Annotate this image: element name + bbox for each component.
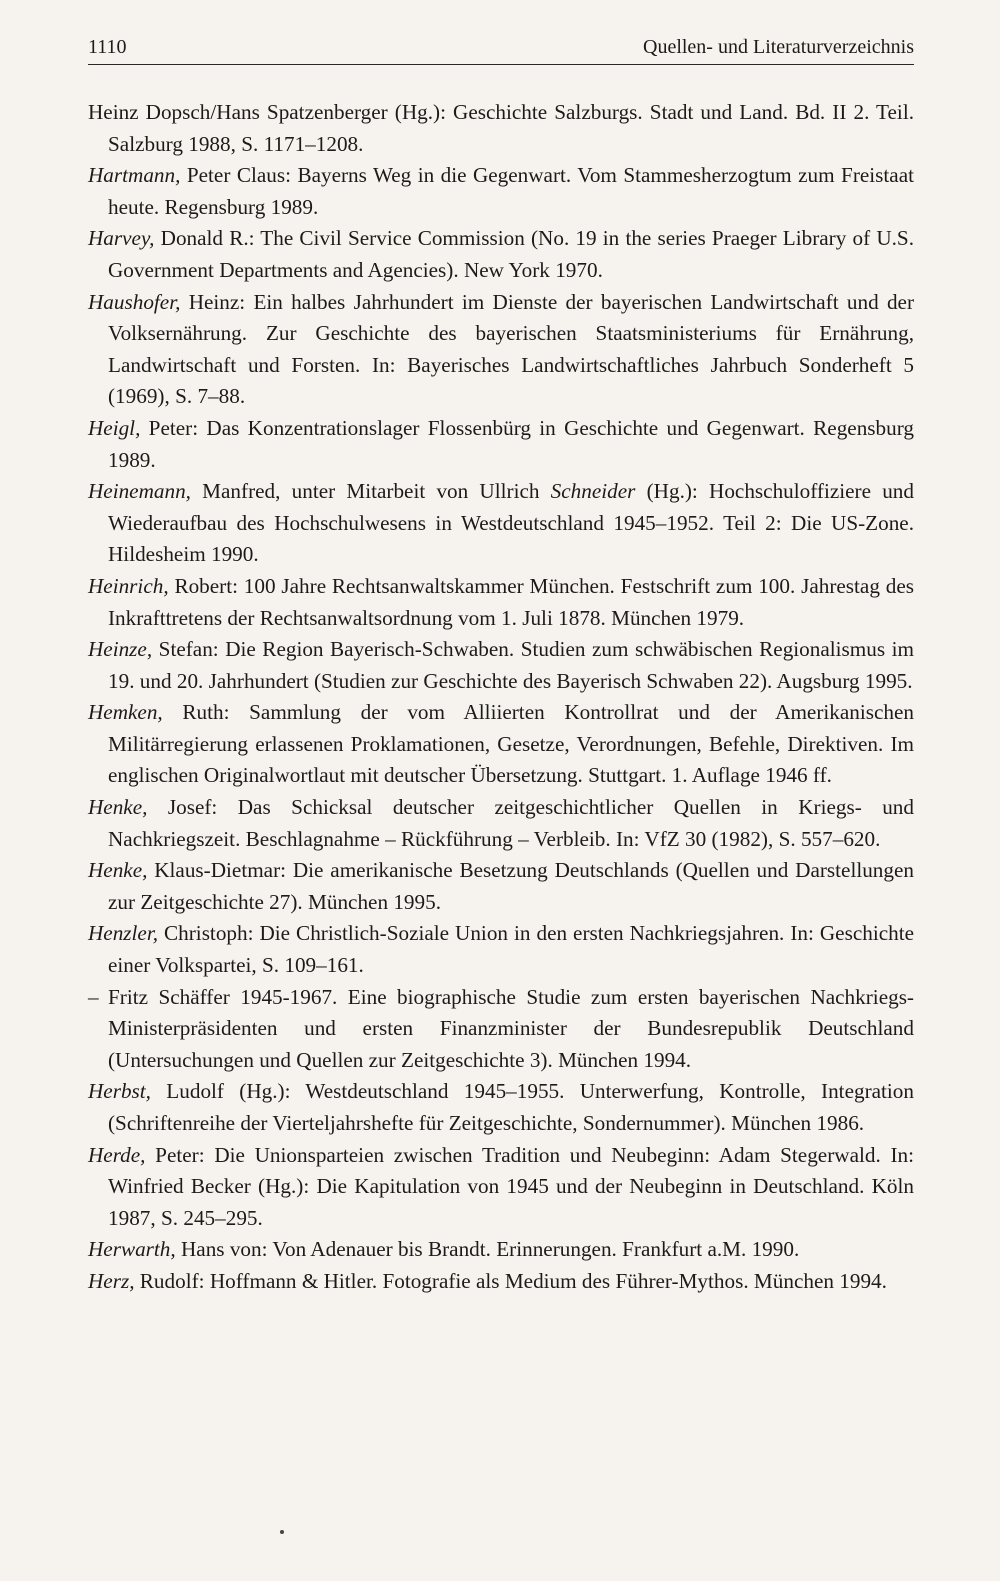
bibliography-entry: Heinemann, Manfred, unter Mitarbeit von Ullrich Schneider (Hg.): Hochschuloffiziere und Wiederaufbau des Hochschulwesens in Westdeutschland 1945–1952. Teil 2: Die US-Zone. Hildesheim 1990. <box>88 479 914 567</box>
bibliography-entry: Heinrich, Robert: 100 Jahre Rechtsanwaltskammer München. Festschrift zum 100. Jahrestag des Inkrafttretens der Rechtsanwaltsordnung vom 1. Juli 1878. München 1979. <box>88 573 914 630</box>
bibliography-list <box>88 97 914 1298</box>
bibliography-entry: Hemken, Ruth: Sammlung der vom Alliierten Kontrollrat und der Amerikanischen Militärregierung erlassenen Proklamationen, Gesetze, Verordnungen, Befehle, Direktiven. Im englischen Originalwortlaut mit deutscher Übersetzung. Stuttgart. 1. Auflage 1946 ff. <box>88 700 914 788</box>
bibliography-entry: Heinze, Stefan: Die Region Bayerisch-Schwaben. Studien zum schwäbischen Regionalismus im 19. und 20. Jahrhundert (Studien zur Geschichte des Bayerisch Schwaben 22). Augsburg 1995. <box>88 637 914 693</box>
author-name: Heinemann, <box>88 479 191 504</box>
bibliography-entry: Heigl, Peter: Das Konzentrationslager Flossenbürg in Geschichte und Gegenwart. Regensburg 1989. <box>88 415 914 472</box>
running-head: Quellen- und Literaturverzeichnis <box>643 36 914 58</box>
author-name: Haushofer, <box>88 289 181 314</box>
author-name: Herde, <box>88 1142 146 1167</box>
author-name: Hemken, <box>88 700 163 725</box>
bibliography-entry: Heinz Dopsch/Hans Spatzenberger (Hg.): Geschichte Salzburgs. Stadt und Land. Bd. II 2. Teil. Salzburg 1988, S. 1171–1208. <box>88 100 914 156</box>
bibliography-entry: Henke, Klaus-Dietmar: Die amerikanische Besetzung Deutschlands (Quellen und Darstellungen zur Zeitgeschichte 27). München 1995. <box>88 858 914 914</box>
page-number: 1110 <box>88 36 127 58</box>
bibliography-entry: Haushofer, Heinz: Ein halbes Jahrhundert im Dienste der bayerischen Landwirtschaft und der Volksernährung. Zur Geschichte des bayerischen Staatsministeriums für Ernährung, Landwirtschaft und Forsten. In: Bayerisches Landwirtschaftliches Jahrbuch Sonderheft 5 (1969), S. 7–88. <box>88 289 914 409</box>
author-name: Herz, <box>88 1268 135 1293</box>
bibliography-entry: Harvey, Donald R.: The Civil Service Commission (No. 19 in the series Praeger Library of U.S. Government Departments and Agencies). New York 1970. <box>88 226 914 282</box>
bibliography-entry: Henzler, Christoph: Die Christlich-Soziale Union in den ersten Nachkriegsjahren. In: Geschichte einer Volkspartei, S. 109–161. <box>88 921 914 978</box>
author-name: Harvey, <box>88 226 155 251</box>
author-name: Heigl, <box>88 415 141 440</box>
author-name: Heinze, <box>88 637 153 662</box>
bibliography-entry: Herz, Rudolf: Hoffmann & Hitler. Fotografie als Medium des Führer-Mythos. München 1994. <box>88 1268 887 1293</box>
print-speck <box>280 1530 284 1534</box>
author-name: Henzler, <box>88 921 159 946</box>
author-name: Herbst, <box>88 1079 151 1104</box>
bibliography-entry: Henke, Josef: Das Schicksal deutscher zeitgeschichtlicher Quellen in Kriegs- und Nachkriegszeit. Beschlagnahme – Rückführung – Verbleib. In: VfZ 30 (1982), S. 557–620. <box>88 795 914 851</box>
author-name: Henke, <box>88 858 148 883</box>
author-name: Herwarth, <box>88 1237 176 1262</box>
author-name: Heinrich, <box>88 573 169 598</box>
bibliography-entry: Herbst, Ludolf (Hg.): Westdeutschland 1945–1955. Unterwerfung, Kontrolle, Integration (Schriftenreihe der Vierteljahrshefte für Zeitgeschichte, Sondernummer). München 1986. <box>88 1079 914 1135</box>
author-name: Henke, <box>88 795 148 820</box>
bibliography-entry: Herwarth, Hans von: Von Adenauer bis Brandt. Erinnerungen. Frankfurt a.M. 1990. <box>88 1237 800 1262</box>
coauthor-name: Schneider <box>550 479 636 504</box>
ditto-dash: – <box>88 984 99 1009</box>
bibliography-entry: Herde, Peter: Die Unionsparteien zwischen Tradition und Neubeginn: Adam Stegerwald. In: Winfried Becker (Hg.): Die Kapitulation von 1945 und der Neubeginn in Deutschland. Köln 1987, S. 245–295. <box>88 1142 914 1230</box>
bibliography-entry: Hartmann, Peter Claus: Bayerns Weg in die Gegenwart. Vom Stammesherzogtum zum Freistaat heute. Regensburg 1989. <box>88 163 914 219</box>
bibliography-entry: – Fritz Schäffer 1945-1967. Eine biographische Studie zum ersten bayerischen Nachkriegs-Ministerpräsidenten und ersten Finanzminister der Bundesrepublik Deutschland (Untersuchungen und Quellen zur Zeitgeschichte 3). München 1994. <box>88 982 914 1077</box>
author-name: Hartmann, <box>88 163 181 188</box>
page-header <box>88 32 914 65</box>
